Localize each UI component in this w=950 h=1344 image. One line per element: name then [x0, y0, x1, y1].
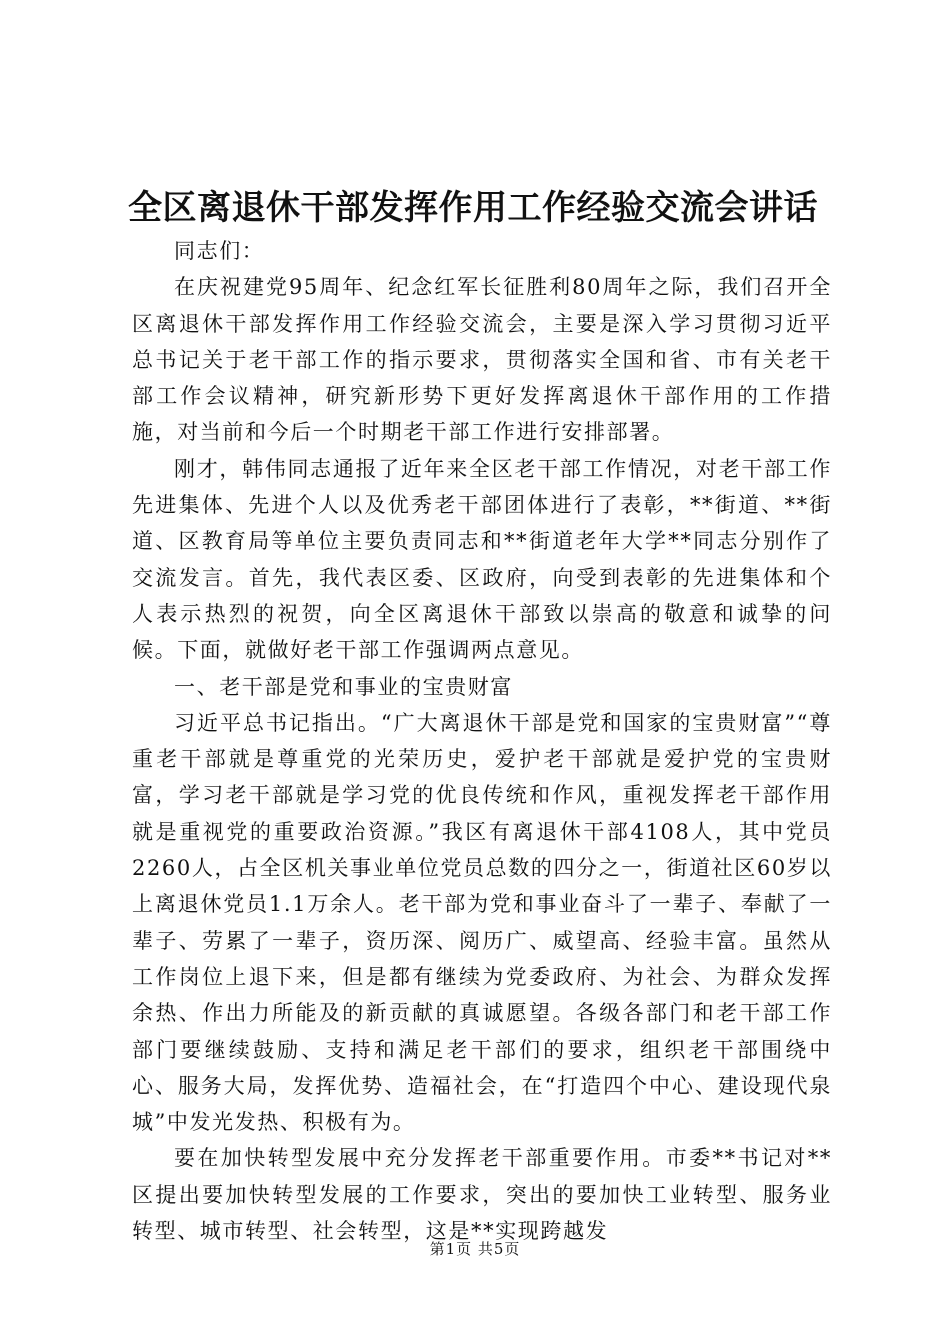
- body-paragraph: 习近平总书记指出。“广大离退休干部是党和国家的宝贵财富”“尊重老干部就是尊重党的光荣历史，爱护老干部就是爱护党的宝贵财富，学习老干部就是学习党的优良传统和作风，重视发挥老干部作用就是重视党的重要政治资源。”我区有离退休干部4108人，其中党员2260人，占全区机关事业单位党员总数的四分之一，街道社区60岁以上离退休党员1.1万余人。老干部为党和事业奋斗了一辈子、奉献了一辈子、劳累了一辈子，资历深、阅历广、威望高、经验丰富。虽然从工作岗位上退下来，但是都有继续为党委政府、为社会、为群众发挥余热、作出力所能及的新贡献的真诚愿望。各级各部门和老干部工作部门要继续鼓励、支持和满足老干部们的要求，组织老干部围绕中心、服务大局，发挥优势、造福社会，在“打造四个中心、建设现代泉城”中发光发热、积极有为。: [132, 710, 832, 1135]
- document-title: 全区离退休干部发挥作用工作经验交流会讲话: [128, 188, 818, 228]
- body-paragraph: 在庆祝建党95周年、纪念红军长征胜利80周年之际，我们召开全区离退休干部发挥作用工作经验交流会，主要是深入学习贯彻习近平总书记关于老干部工作的指示要求，贯彻落实全国和省、市有关老干部工作会议精神，研究新形势下更好发挥离退休干部作用的工作措施，对当前和今后一个时期老干部工作进行安排部署。: [132, 275, 832, 445]
- body-paragraph: 刚才，韩伟同志通报了近年来全区老干部工作情况，对老干部工作先进集体、先进个人以及优秀老干部团体进行了表彰，**街道、**街道、区教育局等单位主要负责同志和**街道老年大学**同志分别作了交流发言。首先，我代表区委、区政府，向受到表彰的先进集体和个人表示热烈的祝贺，向全区离退休干部致以崇高的敬意和诚挚的问候。下面，就做好老干部工作强调两点意见。: [132, 456, 832, 663]
- salutation-paragraph: 同志们：: [174, 239, 265, 263]
- page-number-footer: 第1页 共5页: [429, 1240, 521, 1258]
- section-heading: 一、老干部是党和事业的宝贵财富: [174, 674, 513, 699]
- body-paragraph: 要在加快转型发展中充分发挥老干部重要作用。市委**书记对**区提出要加快转型发展的工作要求，突出的要加快工业转型、服务业转型、城市转型、社会转型，这是**实现跨越发: [132, 1146, 832, 1244]
- document-body: [132, 233, 832, 1249]
